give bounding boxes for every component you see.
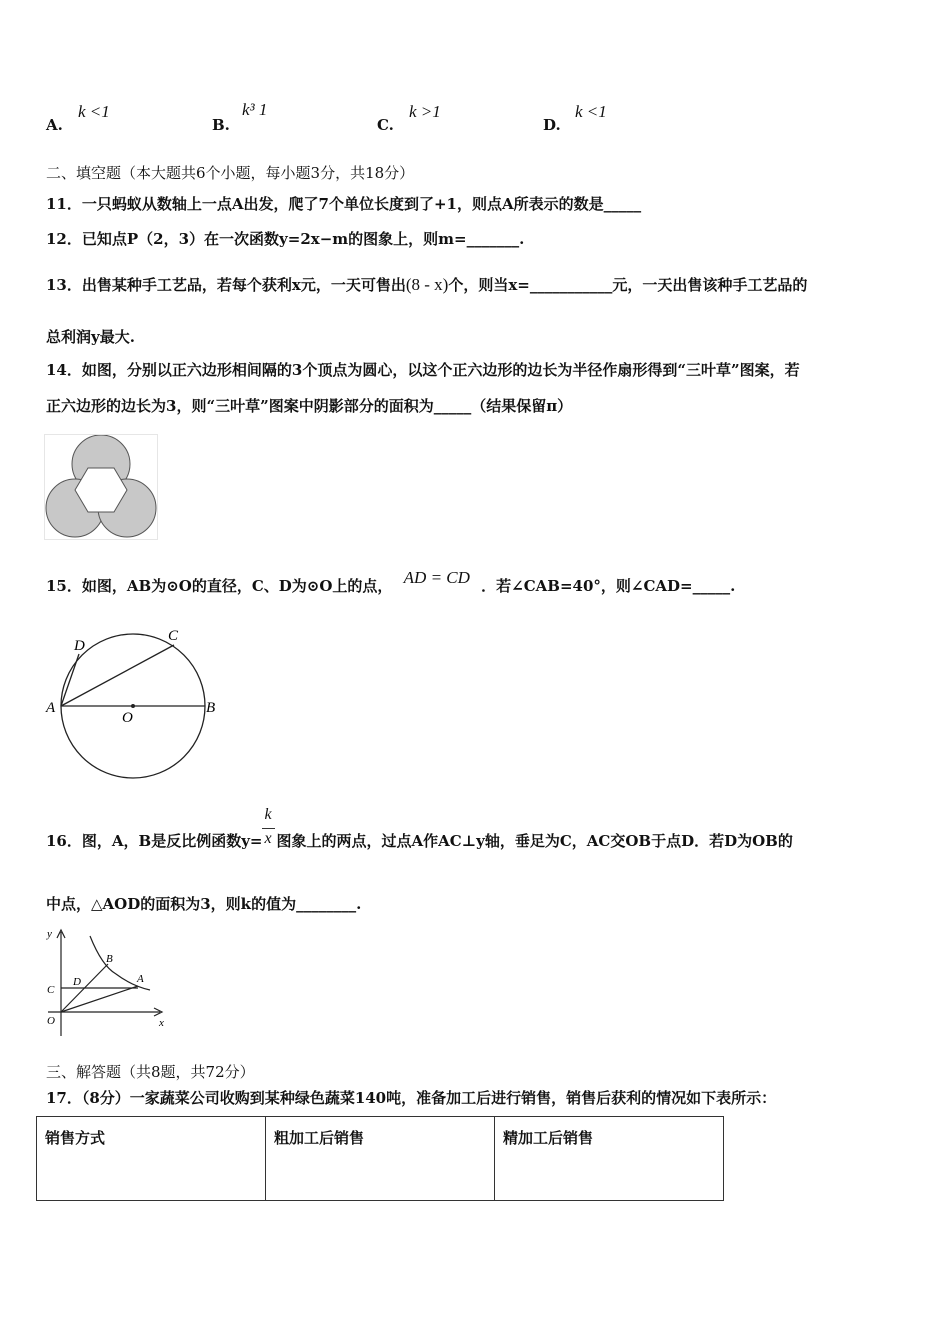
label-b: B [106, 953, 113, 965]
chord-ac [61, 645, 174, 706]
option-b-label: B. [212, 116, 230, 134]
option-d-expr: k <1 [575, 102, 607, 121]
question-16-fraction [262, 806, 276, 852]
question-16-text-a: 16．图，A，B是反比例函数y= [46, 832, 263, 850]
question-15-text-a: 15．如图，AB为⊙O的直径，C、D为⊙O上的点， [46, 577, 393, 595]
label-c: C [47, 984, 55, 996]
option-c-expr: k >1 [409, 102, 441, 121]
question-13-text-a: 13．出售某种手工艺品，若每个获利x元，一天可售出 [46, 276, 406, 294]
question-13-expr: (8 - x) [405, 275, 449, 294]
label-d: D [74, 638, 85, 654]
question-13-text-b: 个，则当x=___________元，一天出售该种手工艺品的 [448, 276, 808, 294]
option-a-label: A. [46, 116, 63, 134]
table-header-cell: 粗加工后销售 [266, 1117, 495, 1201]
option-b-expr: k³ 1 [242, 100, 268, 119]
question-11: 11．一只蚂蚁从数轴上一点A出发，爬了7个单位长度到了+1，则点A所表示的数是_____ [46, 195, 642, 213]
question-13-line2: 总利润y最大. [46, 328, 135, 346]
question-16-line2: 中点，△AOD的面积为3，则k的值为________. [46, 895, 362, 913]
section-3-title: 三、解答题（共8题，共72分） [46, 1063, 255, 1081]
label-x: x [159, 1017, 164, 1029]
line-oa [61, 986, 138, 1012]
option-c-label: C. [377, 116, 394, 134]
circle-figure [44, 626, 224, 782]
table-header-cell: 销售方式 [37, 1117, 266, 1201]
label-o: O [122, 710, 133, 726]
label-d: D [73, 976, 81, 988]
label-a: A [137, 973, 144, 985]
question-16-text-b: 图象上的两点，过点A作AC⊥y轴，垂足为C，AC交OB于点D．若D为OB的 [276, 832, 793, 850]
question-12: 12．已知点P（2，3）在一次函数y=2x−m的图象上，则m=_______. [46, 230, 525, 248]
fraction-denominator: x [264, 830, 272, 847]
option-a-expr: k <1 [78, 102, 110, 121]
question-13-line1 [46, 274, 807, 295]
section-2-title: 二、填空题（本大题共6个小题，每小题3分，共18分） [46, 164, 415, 182]
label-c: C [168, 628, 179, 644]
fraction-numerator: k [264, 806, 272, 823]
question-15-text-b: ．若∠CAB=40°，则∠CAD=_____. [481, 577, 736, 595]
question-17: 17．（8分）一家蔬菜公司收购到某种绿色蔬菜140吨，准备加工后进行销售，销售后获利的情况如下表所示： [46, 1089, 777, 1107]
table-header-cell: 精加工后销售 [495, 1117, 724, 1201]
question-14-line1: 14．如图，分别以正六边形相间隔的3个顶点为圆心，以这个正六边形的边长为半径作扇形得到“三叶草”图案，若 [46, 361, 800, 379]
label-b: B [206, 700, 216, 716]
question-15-line [46, 568, 736, 596]
table-row [37, 1117, 724, 1201]
center-point [131, 704, 135, 708]
option-d-label: D. [543, 116, 561, 134]
question-16-line [46, 806, 793, 852]
label-a: A [46, 700, 56, 716]
sales-table [36, 1116, 724, 1201]
label-o: O [47, 1015, 55, 1027]
hyperbola-figure [42, 926, 170, 1038]
label-y: y [47, 928, 52, 940]
fraction-bar [262, 828, 275, 829]
question-15-arc-expr: AD = CD [403, 568, 470, 587]
trefoil-figure [44, 434, 158, 540]
question-14-line2: 正六边形的边长为3，则“三叶草”图案中阴影部分的面积为_____（结果保留π） [46, 397, 573, 415]
